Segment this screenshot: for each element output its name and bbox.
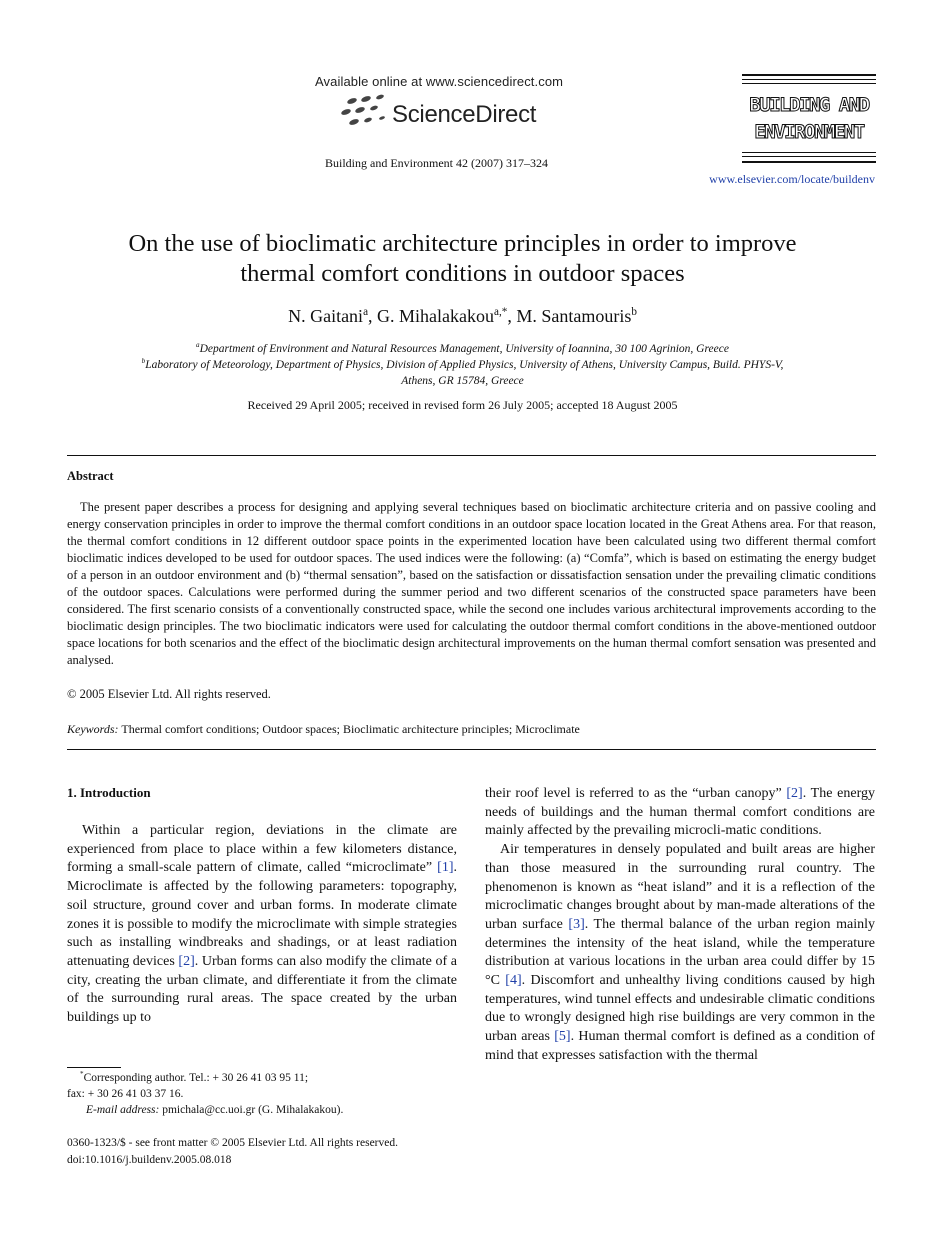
divider bbox=[67, 749, 876, 750]
footnote-mark: * bbox=[80, 1070, 84, 1079]
affiliation-a bbox=[60, 341, 865, 357]
email-label: E-mail address: bbox=[86, 1104, 160, 1116]
author-affil-mark: a bbox=[363, 306, 369, 318]
author-name: G. Mihalakakou bbox=[377, 306, 494, 326]
journal-reference: Building and Environment 42 (2007) 317–324 bbox=[325, 156, 548, 170]
divider bbox=[67, 455, 876, 456]
left-column-paragraph bbox=[67, 822, 457, 1028]
affiliation-b bbox=[60, 357, 865, 373]
author-affil-mark: a,* bbox=[494, 306, 508, 318]
right-column-paragraph bbox=[485, 785, 875, 841]
doi-link[interactable]: doi:10.1016/j.buildenv.2005.08.018 bbox=[67, 1154, 232, 1166]
journal-url-link[interactable]: www.elsevier.com/locate/buildenv bbox=[709, 172, 875, 186]
author-affil-mark: b bbox=[631, 306, 637, 318]
author-name: M. Santamouris bbox=[516, 306, 632, 326]
footnote-text: Corresponding author. Tel.: + 30 26 41 03 95 11; bbox=[83, 1072, 309, 1084]
footnote-fax: fax: + 30 26 41 03 37 16. bbox=[67, 1088, 184, 1100]
body-text: . The thermal balance of the urban region mainly determines the intensity of the heat island, while the temperature distribution at various locations in the urban area could differ by 15 °C bbox=[485, 916, 875, 989]
citation-link[interactable]: [2] bbox=[786, 786, 803, 801]
keywords-label: Keywords: bbox=[67, 722, 119, 736]
abstract-heading: Abstract bbox=[67, 469, 114, 483]
citation-link[interactable]: [5] bbox=[554, 1029, 571, 1045]
body-text: . Microclimate is affected by the following parameters: topography, soil structure, ground cover and urban forms. In moderate climate zones it is possible to modify the microclimate with simple strategies such as installing windbreaks and shadings, or at least radiation attenuating devices bbox=[67, 860, 457, 969]
citation-link[interactable]: [4] bbox=[505, 973, 522, 989]
body-text: . The energy needs of buildings and the human thermal comfort conditions are mainly affected by the prevailing microcli-matic conditions. bbox=[485, 786, 876, 839]
journal-logo-line1: BUILDING AND bbox=[749, 94, 869, 116]
body-text: . Urban forms can also modify the climate of a city, creating the urban climate, and differentiate it from the climate of the surrounding rural areas. The space created by the urban buildings up to bbox=[67, 953, 457, 1026]
email-address[interactable]: pmichala@cc.uoi.gr (G. Mihalakakou). bbox=[162, 1104, 344, 1116]
citation-link[interactable]: [3] bbox=[568, 916, 585, 932]
title-line-1: On the use of bioclimatic architecture principles in order to improve bbox=[128, 230, 797, 257]
footnote-email bbox=[86, 1104, 343, 1116]
citation-link[interactable]: [1] bbox=[437, 860, 454, 876]
citation-link[interactable]: [2] bbox=[178, 953, 195, 969]
affil-mark: b bbox=[141, 357, 146, 366]
front-matter-notice: 0360-1323/$ - see front matter © 2005 Elsevier Ltd. All rights reserved. bbox=[67, 1137, 398, 1149]
section-heading: 1. Introduction bbox=[67, 785, 151, 800]
available-online-text: Available online at www.sciencedirect.com bbox=[315, 74, 564, 89]
keywords bbox=[67, 722, 580, 737]
right-column-paragraph bbox=[485, 841, 875, 1065]
keywords-text: Thermal comfort conditions; Outdoor spaces; Bioclimatic architecture principles; Microclimate bbox=[121, 722, 580, 736]
footnote-corresponding bbox=[80, 1072, 308, 1084]
footnote-divider bbox=[67, 1067, 121, 1068]
affil-mark: a bbox=[196, 341, 200, 350]
journal-logo-line2: ENVIRONMENT bbox=[754, 121, 864, 143]
body-text: Air temperatures in densely populated and built areas are higher than those measured in the surrounding rural country. The phenomenon is known as “heat island” and it is a reflection of the microclimatic changes brought about by man-made alterations of the urban surface bbox=[485, 842, 875, 932]
affil-text: Department of Environment and Natural Resources Management, University of Ioannina, 30 100 Agrinion, Greece bbox=[199, 343, 729, 355]
body-text: . Discomfort and unhealthy living conditions caused by high temperatures, wind tunnel effects and undesirable climatic conditions due to wrongly designed high rise buildings are very common in the urban areas bbox=[485, 973, 875, 1045]
right-column bbox=[485, 785, 875, 1066]
affiliation-b-cont: Athens, GR 15784, Greece bbox=[401, 375, 524, 387]
author-list: N. Gaitani$^a$, G. Mihalakakou$^{a,*}$, M. Santamouris$^b$ bbox=[288, 306, 637, 326]
article-title bbox=[40, 229, 885, 289]
affil-text: Laboratory of Meteorology, Department of Physics, Division of Applied Physics, University of Athens, University Campus, Build. PHYS-V, bbox=[145, 359, 784, 371]
body-text: their roof level is referred to as the “urban canopy” bbox=[485, 786, 787, 801]
abstract-copyright: © 2005 Elsevier Ltd. All rights reserved. bbox=[67, 687, 271, 701]
body-text: Within a particular region, deviations in the climate are experienced from place to place within a few kilometers distance, forming a small-scale pattern of climate, called “microclimate” bbox=[67, 823, 457, 876]
journal-logo bbox=[742, 74, 876, 168]
received-dates: Received 29 April 2005; received in revised form 26 July 2005; accepted 18 August 2005 bbox=[247, 398, 678, 412]
title-line-2: thermal comfort conditions in outdoor spaces bbox=[240, 260, 685, 287]
body-text: . Human thermal comfort is defined as a condition of mind that expresses satisfaction with the thermal bbox=[485, 1029, 875, 1063]
author-name: N. Gaitani bbox=[288, 306, 364, 326]
abstract-text: The present paper describes a process for designing and applying several techniques based on bioclimatic architecture criteria and on passive cooling and energy conservation principles in order to improve the thermal comfort conditions in an outdoor space location located in the Great Athens area. For that reason, the thermal comfort conditions in 12 different outdoor space points in the experimented location have been calculated using two different thermal comfort bioclimatic indices developed to be used for outdoor spaces. The used indices were the following: (a) “Comfa”, which is based on estimating the energy budget of a person in an outdoor environment and (b) “thermal sensation”, based on the satisfaction or dissatisfaction sensation under the prevailing climatic conditions of the outdoor spaces. Calculations were performed during the summer period and two different scenarios of the constructed space parameters have been considered. The first scenario consists of a conventionally constructed space, while the second one includes various architectural improvements according to the bioclimatic design principles. The two bioclimatic indicators were used for calculating the outdoor thermal comfort conditions in the above-mentioned outdoor space locations for both scenarios and the effect of the bioclimatic design architectural improvements on the human thermal comfort sensation was presented and analysed. bbox=[67, 500, 876, 667]
sciencedirect-wordmark: ScienceDirect bbox=[392, 101, 537, 128]
